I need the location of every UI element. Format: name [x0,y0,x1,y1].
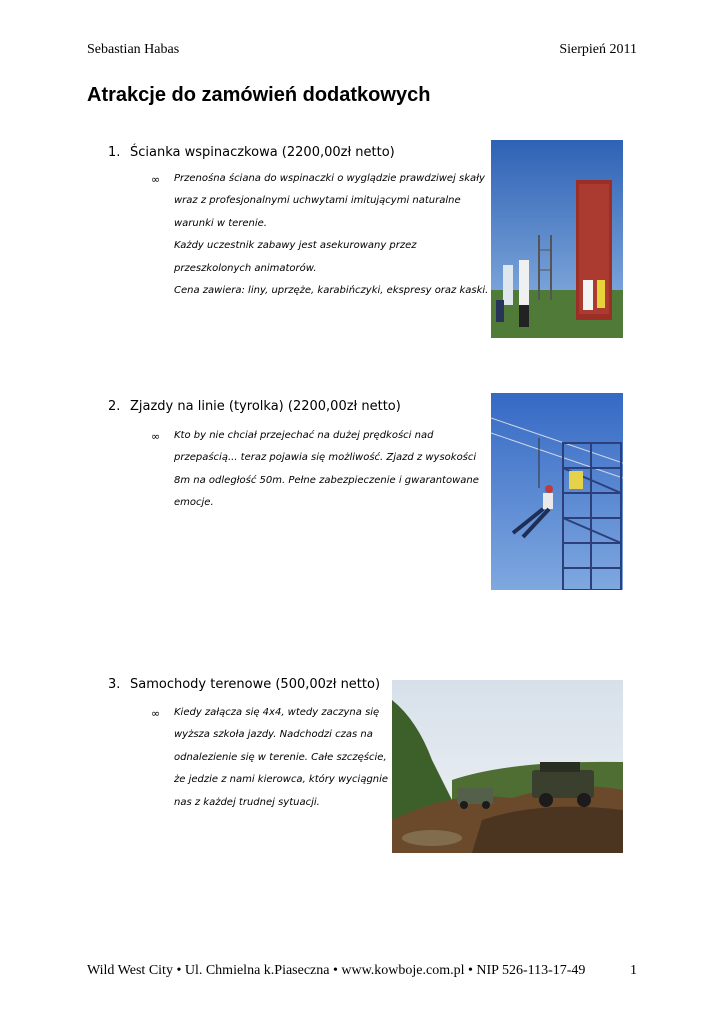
page-header [87,42,637,62]
description-line: odnalezienie się w terenie. Całe szczęście, [174,751,387,763]
footer-address: Wild West City • Ul. Chmielna k.Piaseczna • www.kowboje.com.pl • NIP 526-113-17-49 [87,963,586,978]
description-line: że jedzie z nami kierowca, który wyciągnie [174,774,389,786]
description-line: wraz z profesjonalnymi uchwytami imitującymi naturalne [174,195,461,207]
description-line: przepaścią... teraz pojawia się możliwość. Zjazd z wysokości [174,452,477,464]
section-heading-zipline [108,399,401,414]
description-line: przeszkolonych animatorów. [174,262,317,274]
header-date: Sierpień 2011 [559,42,637,57]
section-title: Ścianka wspinaczkowa (2200,00zł netto) [130,145,395,160]
section-heading-climbing-wall [108,145,395,160]
section-number: 3. [108,677,121,692]
description-line: warunki w terenie. [174,217,267,229]
page-title: Atrakcje do zamówień dodatkowych [87,84,431,106]
section-description [174,702,388,814]
infinity-bullet-icon: ∞ [151,707,161,720]
infinity-bullet-icon: ∞ [151,430,161,443]
section-description [174,425,479,515]
climbing-wall-photo [491,140,623,338]
offroad-cars-photo [392,680,623,853]
header-author: Sebastian Habas [87,42,180,57]
description-line: emocje. [174,497,214,509]
section-title: Zjazdy na linie (tyrolka) (2200,00zł netto) [130,399,401,414]
description-line: Kiedy załącza się 4x4, wtedy zaczyna się [174,707,380,718]
description-line: Przenośna ściana do wspinaczki o wyglądzie prawdziwej skały [174,173,485,184]
page-number: 1 [630,963,637,978]
section-heading-offroad-cars [108,677,380,692]
infinity-bullet-icon: ∞ [151,173,161,186]
section-number: 2. [108,399,121,414]
description-line: Kto by nie chciał przejechać na dużej prędkości nad [174,430,434,441]
description-line: Cena zawiera: liny, uprzęże, karabińczyki, ekspresy oraz kaski. [174,285,489,297]
section-title: Samochody terenowe (500,00zł netto) [130,677,381,692]
section-description [174,168,488,302]
page-footer [87,963,637,983]
description-line: wyższa szkoła jazdy. Nadchodzi czas na [174,729,373,741]
section-number: 1. [108,145,121,160]
description-line: nas z każdej trudnej sytuacji. [174,796,320,808]
description-line: Każdy uczestnik zabawy jest asekurowany przez [174,240,417,252]
zipline-photo [491,393,623,590]
description-line: 8m na odległość 50m. Pełne zabezpieczenie i gwarantowane [174,474,479,486]
